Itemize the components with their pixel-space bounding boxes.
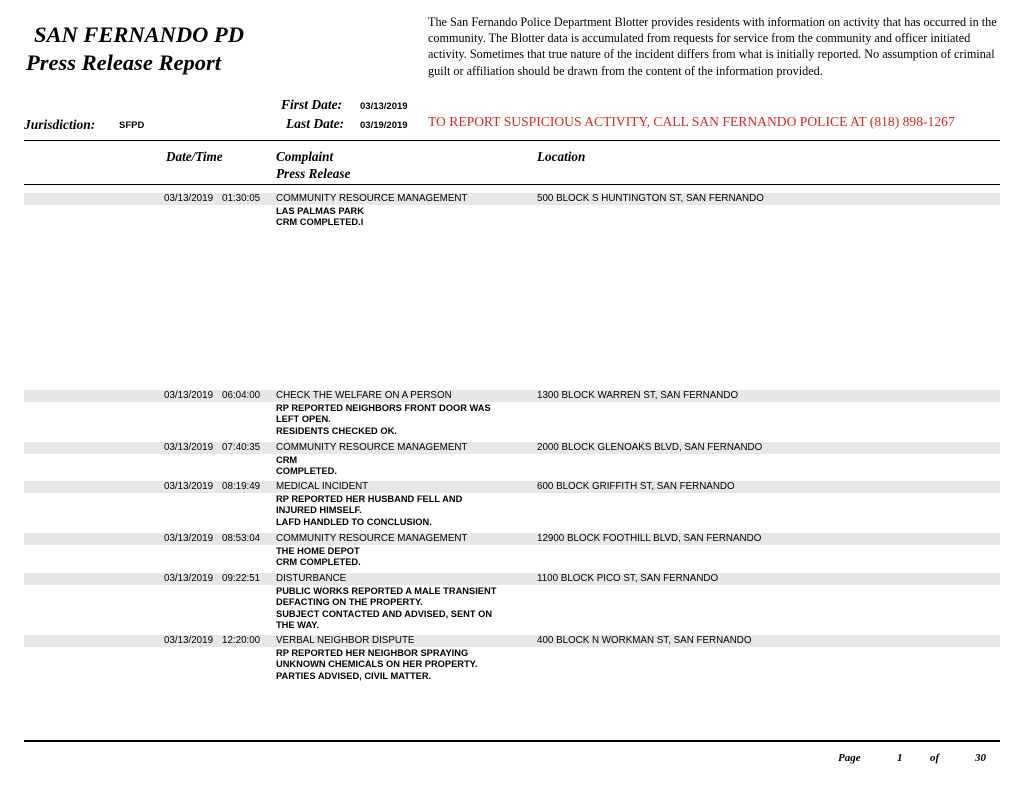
header-bottom-rule — [24, 184, 1000, 185]
total-pages: 30 — [975, 752, 986, 764]
footer-rule — [24, 740, 1000, 742]
entry-date: 03/13/2019 — [164, 193, 214, 204]
entry-time: 12:20:00 — [222, 635, 261, 646]
of-label: of — [930, 752, 940, 764]
entry-complaint: MEDICAL INCIDENT — [276, 481, 369, 492]
entry-date: 03/13/2019 — [164, 442, 214, 453]
entry-press-release-line: RP REPORTED NEIGHBORS FRONT DOOR WAS — [276, 403, 491, 413]
first-date-label: First Date: — [281, 97, 343, 112]
entry-location: 1100 BLOCK PICO ST, SAN FERNANDO — [537, 573, 719, 584]
entry-complaint: DISTURBANCE — [276, 573, 347, 584]
entry-complaint: VERBAL NEIGHBOR DISPUTE — [276, 635, 415, 646]
column-header-location: Location — [537, 149, 586, 164]
entry-location: 600 BLOCK GRIFFITH ST, SAN FERNANDO — [537, 481, 735, 492]
entry-date: 03/13/2019 — [164, 533, 214, 544]
jurisdiction-value: SFPD — [119, 120, 145, 131]
entry-press-release-line: LAS PALMAS PARK — [276, 206, 364, 216]
column-header-datetime: Date/Time — [166, 149, 223, 164]
disclaimer-text: The San Fernando Police Department Blotter provides residents with information on activity that has occurred in the community. The Blotter data is accumulated from requests for service from the community and officer initiated activity. Sometimes that true nature of the incident differs from what is initially reported. No assumption of criminal guilt or affiliation should be drawn from the content of the information provided. — [428, 15, 997, 78]
entry-time: 07:40:35 — [222, 442, 261, 453]
entry-press-release-line: RP REPORTED HER HUSBAND FELL AND — [276, 494, 463, 504]
entry-press-release-line: PUBLIC WORKS REPORTED A MALE TRANSIENT — [276, 586, 497, 596]
entry-press-release-line: CRM — [276, 455, 298, 465]
entry-press-release-line: LAFD HANDLED TO CONCLUSION. — [276, 516, 432, 527]
last-date-label: Last Date: — [286, 116, 345, 131]
entry-time: 08:19:49 — [222, 481, 261, 492]
entry-location: 1300 BLOCK WARREN ST, SAN FERNANDO — [537, 390, 739, 401]
entry-location: 400 BLOCK N WORKMAN ST, SAN FERNANDO — [537, 635, 752, 646]
entry-press-release-line: RP REPORTED HER NEIGHBOR SPRAYING — [276, 648, 469, 658]
entry-date: 03/13/2019 — [164, 481, 214, 492]
entry-press-release-line: UNKNOWN CHEMICALS ON HER PROPERTY. — [276, 659, 478, 670]
org-name: SAN FERNANDO PD — [34, 22, 245, 47]
entry-complaint: COMMUNITY RESOURCE MANAGEMENT — [276, 442, 468, 453]
entry-location: 500 BLOCK S HUNTINGTON ST, SAN FERNANDO — [537, 193, 764, 204]
entry-complaint: COMMUNITY RESOURCE MANAGEMENT — [276, 533, 468, 544]
entry-press-release-line: THE WAY. — [276, 619, 320, 630]
entry-press-release-line: DEFACTING ON THE PROPERTY. — [276, 597, 423, 608]
jurisdiction-label: Jurisdiction: — [24, 117, 96, 132]
first-date-value: 03/13/2019 — [360, 101, 408, 112]
entry-date: 03/13/2019 — [164, 635, 214, 646]
entry-time: 09:22:51 — [222, 573, 261, 584]
entry-complaint: COMMUNITY RESOURCE MANAGEMENT — [276, 193, 468, 204]
entry-press-release-line: INJURED HIMSELF. — [276, 505, 362, 516]
last-date-value: 03/19/2019 — [360, 120, 408, 131]
entry-location: 2000 BLOCK GLENOAKS BLVD, SAN FERNANDO — [537, 442, 763, 453]
column-header-press-release: Press Release — [276, 166, 351, 181]
entry-time: 08:53:04 — [222, 533, 261, 544]
entry-press-release-line: RESIDENTS CHECKED OK. — [276, 425, 397, 436]
column-header-complaint: Complaint — [276, 149, 334, 164]
report-suspicious-activity-notice: TO REPORT SUSPICIOUS ACTIVITY, CALL SAN FERNANDO POLICE AT (818) 898-1267 — [428, 114, 955, 129]
entry-press-release-line: LEFT OPEN. — [276, 414, 331, 425]
header-top-rule — [24, 140, 1000, 141]
entry-date: 03/13/2019 — [164, 390, 214, 401]
entry-time: 01:30:05 — [222, 193, 261, 204]
entry-press-release-line: PARTIES ADVISED, CIVIL MATTER. — [276, 670, 432, 681]
page-number: 1 — [897, 752, 903, 764]
entry-press-release-line: CRM COMPLETED. — [276, 557, 361, 568]
entry-location: 12900 BLOCK FOOTHILL BLVD, SAN FERNANDO — [537, 533, 762, 544]
entry-date: 03/13/2019 — [164, 573, 214, 584]
page-label: Page — [838, 752, 861, 764]
entry-press-release-line: CRM COMPLETED.l — [276, 217, 364, 228]
entry-press-release-line: SUBJECT CONTACTED AND ADVISED, SENT ON — [276, 608, 493, 619]
entry-complaint: CHECK THE WELFARE ON A PERSON — [276, 390, 452, 401]
entry-press-release-line: COMPLETED. — [276, 466, 337, 477]
report-title: Press Release Report — [26, 50, 221, 75]
entry-press-release-line: THE HOME DEPOT — [276, 546, 360, 556]
entry-time: 06:04:00 — [222, 390, 261, 401]
